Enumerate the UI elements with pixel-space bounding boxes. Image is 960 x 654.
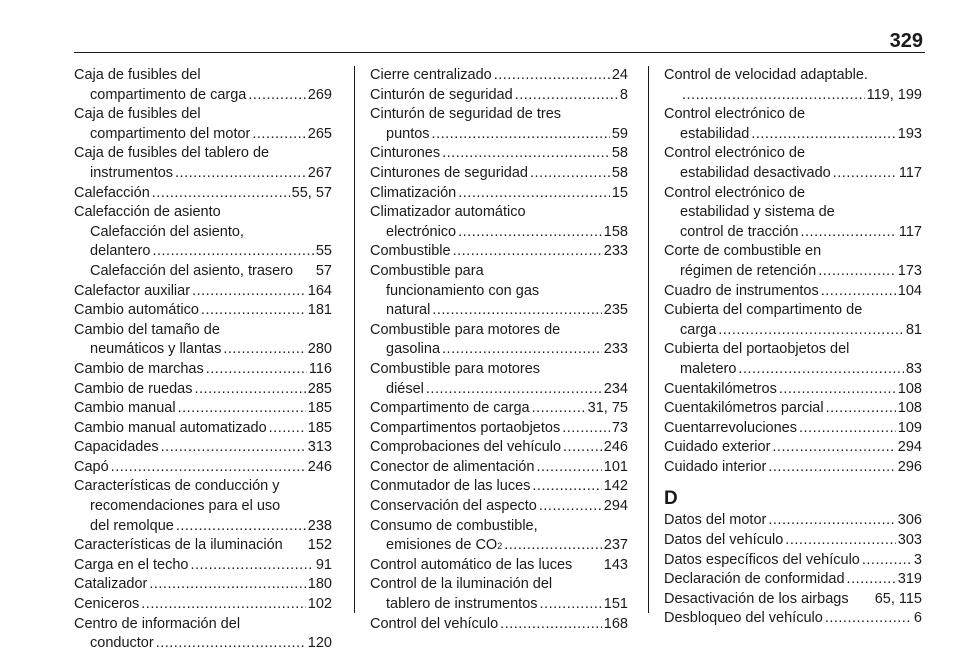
entry-text: Control de la iluminación del <box>370 576 553 593</box>
dot-leader <box>269 419 306 439</box>
index-entry <box>664 551 922 571</box>
entry-text: Cambio de ruedas <box>74 380 193 397</box>
index-entry <box>370 144 628 164</box>
entry-text: Cambio de marchas <box>74 360 204 377</box>
entry-text: diésel <box>386 380 424 397</box>
index-entry <box>370 497 628 517</box>
dot-leader <box>821 282 896 302</box>
page-reference: 3 <box>913 551 922 568</box>
dot-leader <box>494 66 610 86</box>
page-number: 329 <box>889 30 923 52</box>
page-reference: 120 <box>307 635 332 652</box>
entry-text: Ceniceros <box>74 596 140 613</box>
dot-leader <box>190 556 313 576</box>
dot-leader <box>152 184 290 204</box>
entry-text: Capó <box>74 458 109 475</box>
entry-text: Datos del vehículo <box>664 532 784 549</box>
entry-text: Catalizador <box>74 576 148 593</box>
index-entry <box>74 301 332 321</box>
entry-text: Cinturones de seguridad <box>370 164 528 181</box>
dot-leader <box>768 458 895 478</box>
page-reference: 57 <box>315 262 332 279</box>
index-entry <box>74 419 332 439</box>
dot-leader <box>785 531 896 551</box>
dot-leader <box>779 380 896 400</box>
page-reference: 108 <box>897 380 922 397</box>
dot-leader <box>682 86 865 106</box>
section-letter: D <box>664 488 678 510</box>
entry-text: Calefacción del asiento, trasero <box>90 262 294 279</box>
page-reference: 319 <box>897 571 922 588</box>
index-entry <box>664 399 922 419</box>
index-entry <box>664 531 922 551</box>
entry-text: Desbloqueo del vehículo <box>664 610 823 627</box>
entry-text: instrumentos <box>90 164 174 181</box>
entry-text: Calefacción de asiento <box>74 204 221 221</box>
column-divider-2 <box>648 66 649 613</box>
page-reference: 81 <box>905 321 922 338</box>
index-entry <box>370 86 628 106</box>
page-reference: 143 <box>603 556 628 573</box>
page-reference: 15 <box>611 184 628 201</box>
dot-leader <box>201 301 306 321</box>
entry-text: Comprobaciones del vehículo <box>370 439 562 456</box>
entry-text: Datos específicos del vehículo <box>664 551 860 568</box>
dot-leader <box>176 517 306 537</box>
entry-text: Control electrónico de <box>664 184 806 201</box>
page-reference: 280 <box>307 341 332 358</box>
index-entry <box>664 609 922 629</box>
entry-text: régimen de retención <box>680 262 817 279</box>
dot-leader <box>818 262 896 282</box>
page-reference: 173 <box>897 262 922 279</box>
page-reference: 265 <box>307 125 332 142</box>
dot-leader <box>206 360 307 380</box>
page-reference: 168 <box>603 615 628 632</box>
entry-text: control de tracción <box>680 223 799 240</box>
entry-text: Cuidado interior <box>664 458 767 475</box>
dot-leader <box>718 321 904 341</box>
entry-text: Conservación del aspecto <box>370 498 537 515</box>
entry-text: Combustible para motores <box>370 360 541 377</box>
index-entry <box>664 66 922 105</box>
page-reference: 233 <box>603 243 628 260</box>
entry-text: emisiones de CO <box>386 537 498 554</box>
entry-text: estabilidad y sistema de <box>680 204 835 221</box>
dot-leader <box>772 438 895 458</box>
page-reference: 269 <box>307 86 332 103</box>
entry-text: Control del vehículo <box>370 615 499 632</box>
entry-text: Cinturón de seguridad de tres <box>370 106 562 123</box>
dot-leader <box>536 458 601 478</box>
entry-text: Corte de combustible en <box>664 243 822 260</box>
page-reference: 73 <box>611 419 628 436</box>
dot-leader <box>141 595 306 615</box>
index-entry <box>370 575 628 614</box>
entry-text: delantero <box>90 243 151 260</box>
dot-leader <box>833 164 897 184</box>
dot-leader <box>192 282 306 302</box>
index-entry <box>664 419 922 439</box>
index-entry <box>664 511 922 531</box>
entry-text: Combustible <box>370 243 451 260</box>
page-reference: 267 <box>307 164 332 181</box>
page-reference: 313 <box>307 439 332 456</box>
index-entry <box>370 66 628 86</box>
page-reference: 158 <box>603 223 628 240</box>
index-entry <box>74 556 332 576</box>
entry-text: Capacidades <box>74 439 159 456</box>
entry-text: electrónico <box>386 223 457 240</box>
dot-leader <box>540 595 602 615</box>
page-reference: 102 <box>307 596 332 613</box>
page-reference: 306 <box>897 512 922 529</box>
index-entry <box>664 438 922 458</box>
page-reference: 185 <box>307 400 332 417</box>
index-entry <box>74 282 332 302</box>
page-reference: 58 <box>611 145 628 162</box>
page-reference: 116 <box>308 360 332 377</box>
index-entry <box>664 242 922 281</box>
dot-leader <box>248 86 305 106</box>
column-divider-1 <box>354 66 355 613</box>
dot-leader <box>500 615 602 635</box>
dot-leader <box>539 497 602 517</box>
dot-leader <box>800 223 896 243</box>
entry-text: Calefacción del asiento, <box>90 223 244 240</box>
index-entry <box>370 477 628 497</box>
page-reference: 294 <box>603 498 628 515</box>
entry-text: carga <box>680 321 717 338</box>
dot-leader <box>847 570 896 590</box>
index-entry: Consumo de combustible, emisiones de CO 2 ..... 237 <box>370 517 628 556</box>
entry-text: Desactivación de los airbags <box>664 590 849 607</box>
dot-leader <box>161 438 306 458</box>
page-reference: 237 <box>603 537 628 554</box>
entry-text: tablero de instrumentos <box>386 596 538 613</box>
index-entry <box>664 144 922 183</box>
index-entry <box>74 595 332 615</box>
dot-leader <box>826 399 896 419</box>
entry-text: Cinturones <box>370 145 441 162</box>
dot-leader <box>111 458 306 478</box>
page-reference: 303 <box>897 532 922 549</box>
page-reference: 285 <box>307 380 332 397</box>
index-entry <box>74 321 332 360</box>
entry-text: conductor <box>90 635 154 652</box>
index-entry <box>370 184 628 204</box>
index-column-2 <box>370 66 628 634</box>
entry-text: gasolina <box>386 341 441 358</box>
page-reference: 109 <box>897 419 922 436</box>
dot-leader <box>799 419 896 439</box>
dot-leader <box>532 477 601 497</box>
dot-leader <box>458 223 602 243</box>
entry-text: del remolque <box>90 517 174 534</box>
entry-text: Caja de fusibles del <box>74 106 201 123</box>
page-reference: 238 <box>307 517 332 534</box>
page-reference: 104 <box>897 282 922 299</box>
entry-text: Datos del motor <box>664 512 767 529</box>
entry-text: Cuentarrevoluciones <box>664 419 797 436</box>
page-reference: 117 <box>898 164 922 181</box>
index-entry <box>370 438 628 458</box>
index-entry <box>370 360 628 399</box>
index-entry <box>370 164 628 184</box>
entry-text: Cierre centralizado <box>370 67 492 83</box>
dot-leader <box>432 125 610 145</box>
entry-text: funcionamiento con gas <box>386 282 540 299</box>
dot-leader <box>862 551 912 571</box>
dot-leader <box>453 242 602 262</box>
dot-leader <box>252 125 305 145</box>
dot-leader <box>442 340 602 360</box>
index-entry <box>370 321 628 360</box>
entry-text: maletero <box>680 360 737 377</box>
index-entry <box>664 570 922 590</box>
index-entry <box>664 340 922 379</box>
entry-text: neumáticos y llantas <box>90 341 222 358</box>
entry-text: Cuentakilómetros <box>664 380 777 397</box>
entry-text: Cuidado exterior <box>664 439 771 456</box>
entry-text: Cambio automático <box>74 302 199 319</box>
index-entry <box>74 458 332 478</box>
entry-text: Declaración de conformidad <box>664 571 845 588</box>
page-reference: 152 <box>307 537 332 554</box>
index-entry <box>664 590 922 610</box>
entry-text: Cambio manual <box>74 400 176 417</box>
dot-leader <box>504 536 602 556</box>
entry-text: Características de la iluminación <box>74 537 283 554</box>
entry-text: Climatizador automático <box>370 204 526 221</box>
page-reference: 59 <box>611 125 628 142</box>
dot-leader <box>195 380 306 400</box>
index-entry <box>74 262 332 282</box>
index-entry <box>74 203 332 223</box>
index-entry <box>370 262 628 321</box>
index-entry <box>370 556 628 576</box>
index-entry <box>370 105 628 144</box>
entry-text: Cambio manual automatizado <box>74 419 267 436</box>
page-reference: 233 <box>603 341 628 358</box>
entry-text: compartimento de carga <box>90 86 247 103</box>
dot-leader <box>532 399 586 419</box>
index-entry <box>74 477 332 536</box>
entry-text: Cuentakilómetros parcial <box>664 400 824 417</box>
dot-leader <box>156 634 306 654</box>
entry-text: natural <box>386 302 431 319</box>
index-entry <box>664 301 922 340</box>
page-reference: 185 <box>307 419 332 436</box>
index-entry <box>370 419 628 439</box>
dot-leader <box>149 575 305 595</box>
entry-text: Cubierta del portaobjetos del <box>664 341 850 358</box>
page-reference: 83 <box>905 360 922 377</box>
index-entry <box>370 203 628 242</box>
entry-text: puntos <box>386 125 430 142</box>
index-entry <box>74 615 332 654</box>
dot-leader <box>563 438 602 458</box>
dot-leader <box>562 419 610 439</box>
entry-text: Conmutador de las luces <box>370 478 531 495</box>
index-entry <box>664 380 922 400</box>
dot-leader <box>458 184 610 204</box>
page-reference: 296 <box>897 458 922 475</box>
entry-text: Compartimento de carga <box>370 400 530 417</box>
page-reference: 58 <box>611 164 628 181</box>
dot-leader <box>530 164 610 184</box>
page-reference: 180 <box>307 576 332 593</box>
entry-text: Carga en el techo <box>74 556 189 573</box>
entry-text: Consumo de combustible, <box>370 517 538 534</box>
index-entry <box>74 144 332 183</box>
page-reference: 193 <box>897 125 922 142</box>
index-entry <box>74 105 332 144</box>
page-reference: 246 <box>603 439 628 456</box>
page-reference: 142 <box>603 478 628 495</box>
page-reference: 8 <box>619 86 628 103</box>
index-entry <box>74 360 332 380</box>
index-entry <box>664 105 922 144</box>
index-entry <box>370 458 628 478</box>
dot-leader <box>223 340 305 360</box>
entry-text: Control electrónico de <box>664 106 806 123</box>
index-entry <box>74 380 332 400</box>
dot-leader <box>738 360 903 380</box>
page-reference: 164 <box>307 282 332 299</box>
page-reference: 119, 199 <box>866 86 922 103</box>
page-reference: 151 <box>603 596 628 613</box>
entry-text: Climatización <box>370 184 457 201</box>
entry-text: estabilidad <box>680 125 750 142</box>
entry-text: Centro de información del <box>74 615 241 632</box>
entry-text: Cambio del tamaño de <box>74 321 220 338</box>
entry-text: Calefacción <box>74 184 150 201</box>
dot-leader <box>175 164 306 184</box>
page-reference: 235 <box>603 302 628 319</box>
index-entry <box>74 66 332 105</box>
page-reference: 108 <box>897 400 922 417</box>
page-reference: 24 <box>611 67 628 83</box>
entry-text: Cuadro de instrumentos <box>664 282 819 299</box>
dot-leader <box>515 86 618 106</box>
dot-leader <box>768 511 895 531</box>
dot-leader <box>751 125 895 145</box>
entry-text: Cubierta del compartimento de <box>664 302 863 319</box>
entry-text: compartimento del motor <box>90 125 251 142</box>
page-reference: 91 <box>315 556 332 573</box>
page-reference: 101 <box>603 458 628 475</box>
entry-text: Caja de fusibles del <box>74 67 201 83</box>
header-rule <box>74 52 925 53</box>
page-reference: 55 <box>315 243 332 260</box>
page-reference: 55, 57 <box>291 184 332 201</box>
page-reference: 294 <box>897 439 922 456</box>
index-entry <box>664 184 922 243</box>
entry-text: Cinturón de seguridad <box>370 86 513 103</box>
dot-leader <box>442 144 610 164</box>
page-reference: 117 <box>898 223 922 240</box>
entry-text: Control de velocidad adaptable. <box>664 67 868 83</box>
entry-text: recomendaciones para el uso <box>90 498 281 515</box>
page-reference: 31, 75 <box>587 400 628 417</box>
index-entry <box>370 242 628 262</box>
entry-text: Combustible para motores de <box>370 321 561 338</box>
page-reference: 6 <box>913 610 922 627</box>
entry-text: Compartimentos portaobjetos <box>370 419 561 436</box>
entry-text: Conector de alimentación <box>370 458 535 475</box>
page-reference: 246 <box>307 458 332 475</box>
entry-text: Control automático de las luces <box>370 556 573 573</box>
entry-text: Control electrónico de <box>664 145 806 162</box>
entry-text: estabilidad desactivado <box>680 164 831 181</box>
index-entry <box>74 575 332 595</box>
dot-leader <box>152 242 313 262</box>
index-entry <box>664 282 922 302</box>
dot-leader <box>426 380 602 400</box>
page-reference: 234 <box>603 380 628 397</box>
index-entry <box>370 399 628 419</box>
index-column-1 <box>74 66 332 654</box>
entry-text: Características de conducción y <box>74 478 280 495</box>
index-entry <box>74 536 332 556</box>
index-entry <box>664 458 922 478</box>
index-entry <box>74 399 332 419</box>
index-entry <box>370 615 628 635</box>
dot-leader <box>432 301 601 321</box>
index-entry <box>74 438 332 458</box>
dot-leader <box>178 399 306 419</box>
entry-text: Combustible para <box>370 262 484 279</box>
entry-text: Caja de fusibles del tablero de <box>74 145 270 162</box>
dot-leader <box>825 609 912 629</box>
entry-text: Calefactor auxiliar <box>74 282 191 299</box>
page-reference: 65, 115 <box>874 590 922 607</box>
page-reference: 181 <box>307 302 332 319</box>
index-column-3 <box>664 66 922 629</box>
index-entry <box>74 223 332 262</box>
index-entry <box>74 184 332 204</box>
